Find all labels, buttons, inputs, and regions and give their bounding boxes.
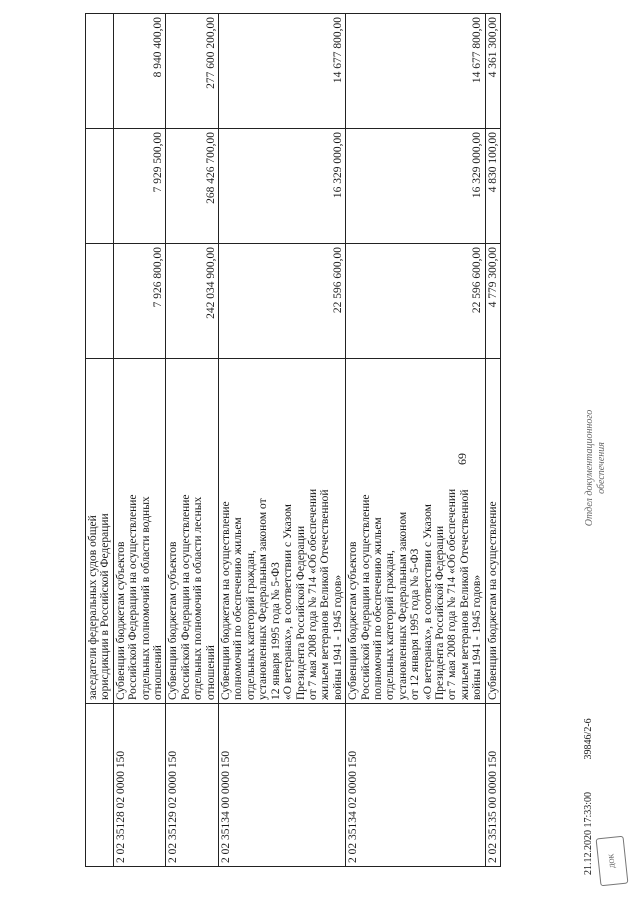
amount-year-3 [86, 14, 114, 129]
amount-year-1 [86, 244, 114, 359]
amount-year-3: 8 940 400,00 [113, 14, 166, 129]
amount-year-3: 14 677 800,00 [346, 14, 485, 129]
table-row [113, 14, 166, 867]
table-row [219, 14, 346, 867]
footer-timestamp: 21.12.2020 17:33:00 [583, 791, 594, 875]
amount-year-2: 7 929 500,00 [113, 129, 166, 244]
budget-code: 2 02 35128 02 0000 150 [113, 704, 166, 867]
budget-table [85, 13, 501, 867]
amount-year-1: 7 926 800,00 [113, 244, 166, 359]
amount-year-2: 268 426 700,00 [166, 129, 219, 244]
budget-code [86, 704, 114, 867]
amount-year-2: 4 830 100,00 [485, 129, 500, 244]
amount-year-1: 22 596 600,00 [346, 244, 485, 359]
budget-code: 2 02 35134 02 0000 150 [346, 704, 485, 867]
budget-item-name: Субвенции бюджетам на осуществление [485, 359, 500, 704]
amount-year-3: 4 361 300,00 [485, 14, 500, 129]
budget-item-name: заседатели федеральных судов общей юрисдикции в Российской Федерации [86, 359, 114, 704]
amount-year-2: 16 329 000,00 [219, 129, 346, 244]
stamp-text: ДОК [607, 853, 617, 869]
budget-code: 2 02 35134 00 0000 150 [219, 704, 346, 867]
budget-code: 2 02 35135 00 0000 150 [485, 704, 500, 867]
amount-year-1: 22 596 600,00 [219, 244, 346, 359]
department-stamp: Отдел документационного обеспечения [584, 409, 607, 527]
table-row [86, 14, 114, 867]
table-row [485, 14, 500, 867]
budget-item-name: Субвенции бюджетам на осуществление полномочий по обеспечению жильем отдельных категорий граждан, установленных Федеральным законом от 12 января 1995 года № 5-ФЗ «О ветеранах», в соответствии с Указом Президента Российской Федерации от 7 мая 2008 года № 714 «Об обеспечении жильем ветеранов Великой Отечественной войны 1941 - 1945 годов» [219, 359, 346, 704]
amount-year-2: 16 329 000,00 [346, 129, 485, 244]
amount-year-3: 14 677 800,00 [219, 14, 346, 129]
budget-item-name: Субвенции бюджетам субъектов Российской Федерации на осуществление отдельных полномочий в области водных отношений [113, 359, 166, 704]
table-row [346, 14, 485, 867]
budget-item-name: Субвенции бюджетам субъектов Российской Федерации на осуществление полномочий по обеспечению жильем отдельных категорий граждан, установленных Федеральным законом от 12 января 1995 года № 5-ФЗ «О ветеранах», в соответствии с Указом Президента Российской Федерации от 7 мая 2008 года № 714 «Об обеспечении жильем ветеранов Великой Отечественной войны 1941 - 1945 годов» [346, 359, 485, 704]
amount-year-1: 242 034 900,00 [166, 244, 219, 359]
amount-year-2 [86, 129, 114, 244]
page-footer [583, 688, 594, 875]
amount-year-3: 277 600 200,00 [166, 14, 219, 129]
document-stamp [596, 836, 629, 887]
budget-code: 2 02 35129 02 0000 150 [166, 704, 219, 867]
table-row [166, 14, 219, 867]
budget-item-name: Субвенции бюджетам субъектов Российской Федерации на осуществление отдельных полномочий в области лесных отношений [166, 359, 219, 704]
amount-year-1: 4 779 300,00 [485, 244, 500, 359]
page-number: 69 [455, 453, 469, 465]
footer-doc-id: 39846/2-6 [583, 718, 594, 760]
